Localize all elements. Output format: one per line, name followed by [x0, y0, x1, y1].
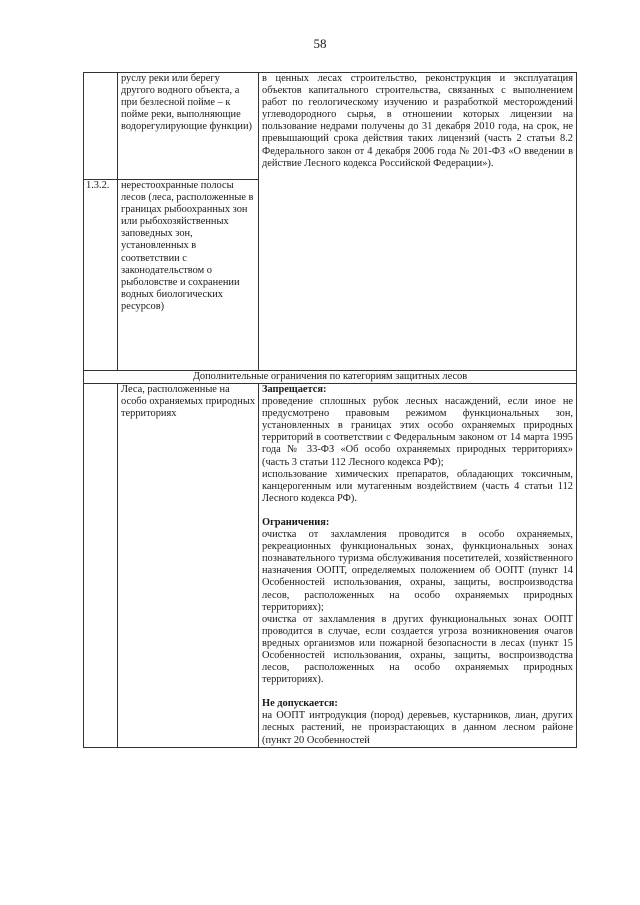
block-heading: Не допускается:	[262, 698, 338, 710]
block-heading: Ограничения:	[262, 516, 330, 528]
block-item: очистка от захламления проводится в особо охраняемых, рекреационных функциональных зонах, функциональных зонах познавательного туризма обслуживания посетителей, хозяйственного назначения ООПТ, определяемых положением об ООПТ (пункт 14 Особенностей использования, охраны, защиты, воспроизводства лесов, расположенных на особо охраняемых природных территориях);	[262, 529, 573, 613]
restriction-text-cell: в ценных лесах строительство, реконструкция и эксплуатация объектов капитального строительства, связанных с выполнением работ по геологическому изучению и разработкой месторождений углеводородного сырья, в отношении которых лицензии на пользование недрами получены до 31 декабря 2010 года, на срок, не превышающий срока действия таких лицензий (часть 2 статьи 8.2 Федерального закон от 4 декабря 2006 года № 201-ФЗ «О введении в действие Лесного кодекса Российской Федерации»).	[259, 73, 577, 371]
block-item: очистка от захламления в других функциональных зонах ООПТ проводится в случае, если создается угроза возникновения очагов вредных организмов или пожарной безопасности в лесах (пункт 15 Особенностей использования, охраны, защиты, воспроизводства лесов, расположенных на особо охраняемых природных территориях).	[262, 613, 573, 686]
forest-category-cell: Леса, расположенные на особо охраняемых природных территориях	[118, 384, 259, 748]
section-header-row	[84, 371, 577, 384]
block-item: проведение сплошных рубок лесных насаждений, если иное не предусмотрено правовым режимом функциональных зон, установленных в границах этих особо охраняемых природных территорий в соответствии с Федеральным законом от 14 марта 1995 года № 33-ФЗ «Об особо охраняемых природных территориях» (часть 3 статьи 112 Лесного кодекса РФ);	[262, 396, 573, 468]
section-header: Дополнительные ограничения по категориям защитных лесов	[84, 371, 577, 384]
row-number	[84, 73, 118, 180]
block-item: на ООПТ интродукция (пород) деревьев, кустарников, лиан, других лесных растений, не произрастающих в данном лесном районе (пункт 20 Особенностей	[262, 710, 573, 746]
regulation-table	[83, 72, 577, 748]
row-number	[84, 384, 118, 748]
forest-category-cell: руслу реки или берегу другого водного объекта, а при безлесной пойме – к пойме реки, выполняющие водорегулирующие функции)	[118, 73, 259, 180]
restriction-text-cell	[259, 384, 577, 748]
table-row	[84, 73, 577, 180]
forest-category-cell: нерестоохранные полосы лесов (леса, расположенные в границах рыбоохранных зон или рыбохозяйственных заповедных зон, установленных в соответствии с законодательством о рыболовстве и сохранении водных биологических ресурсов)	[118, 180, 259, 371]
block-heading: Запрещается:	[262, 384, 327, 395]
row-number: 1.3.2.	[84, 180, 118, 371]
block-item: использование химических препаратов, обладающих токсичным, канцерогенным или мутагенным воздействием (часть 4 статьи 112 Лесного кодекса РФ).	[262, 468, 573, 504]
table-row	[84, 384, 577, 748]
page-number: 58	[313, 36, 327, 51]
